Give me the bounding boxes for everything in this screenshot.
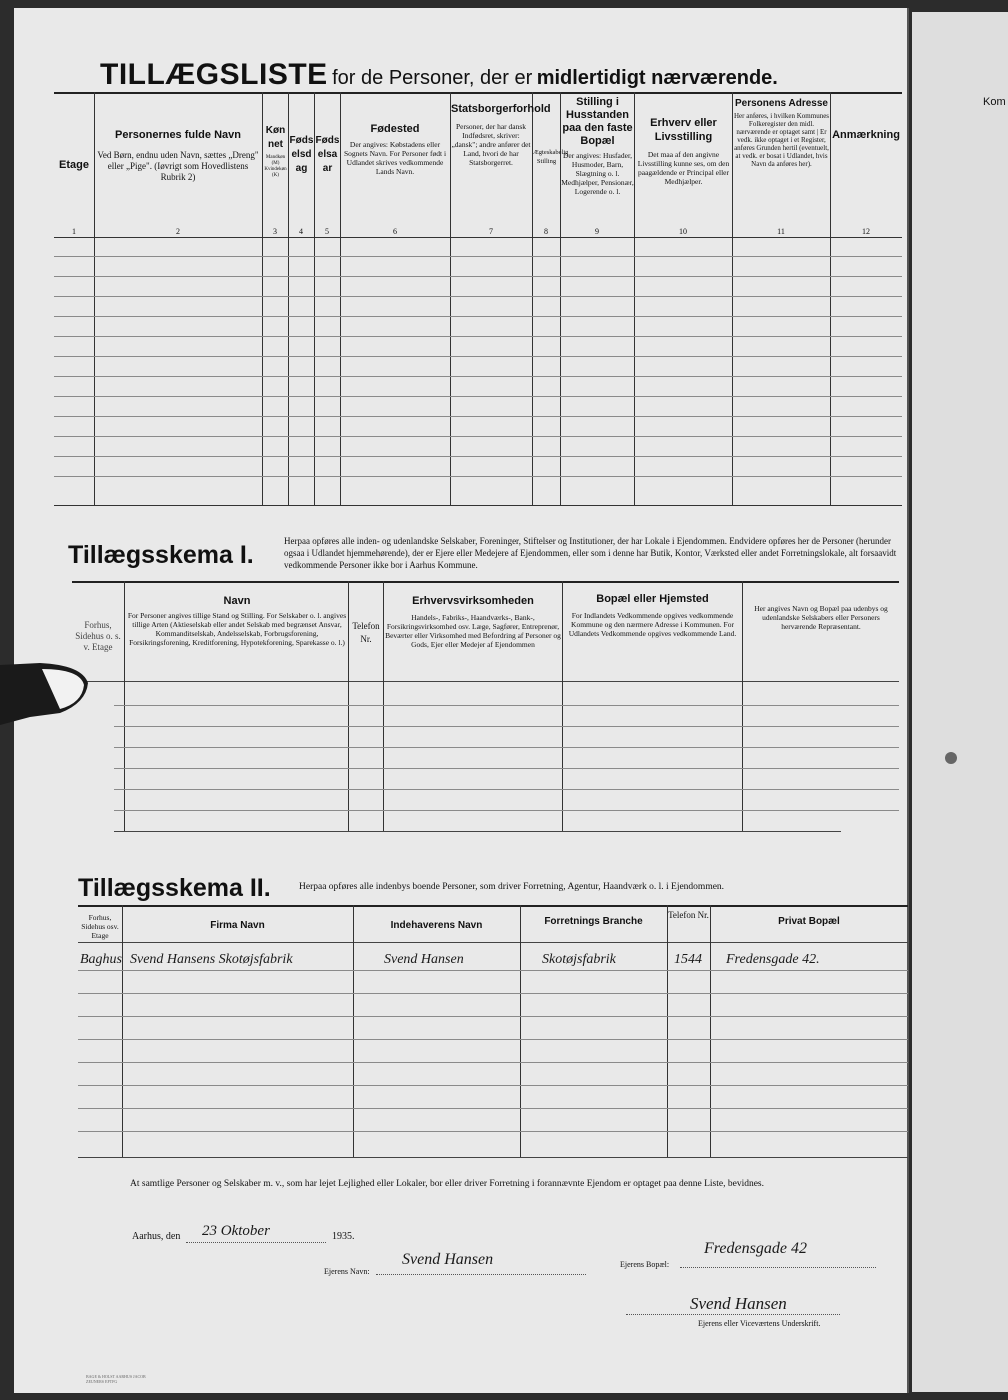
col-sex: Kønnet Mandkøn (M) Kvindekøn (K) <box>264 125 287 178</box>
skema2-row-phone: 1544 <box>674 952 702 967</box>
skema2-description: Herpaa opføres alle indenbys boende Personer, som driver Forretning, Agentur, Haandværk o. l. i Ejendommen. <box>299 882 725 892</box>
owner-name-handwritten: Svend Hansen <box>402 1251 494 1268</box>
col-remark: Anmærkning <box>832 129 900 141</box>
skema2-col-firm: Firma Navn <box>210 920 265 931</box>
skema1-col-business: Erhvervsvirksomheden Handels-, Fabriks-, Haandværks-, Bank-, Forsikringsvirksomhed osv. Læge, Sagfører, Entreprenør, Beværter eller Virksomhed med Befordring af Personer og Gods, Ejer eller Medejer af Ejendommen <box>385 595 561 649</box>
col-birthyear: Fødselsaar <box>315 135 340 174</box>
skema1-col-residence: Bopæl eller Hjemsted For Indlandets Vedkommende opgives vedkommende Kommune og den nærmere Adresse i Kommunen. For Udlandets Vedkommende opgives vedkommende Land. <box>568 593 737 638</box>
col-birthday: Fødselsdag <box>289 135 314 174</box>
signature-handwritten: Svend Hansen <box>690 1294 787 1313</box>
page-title: TILLÆGSLISTE for de Personer, der er midlertidigt nærværende. <box>100 58 778 91</box>
skema2-row-etage: Baghus <box>80 952 122 967</box>
skema2-title: Tillægsskema II. <box>78 874 271 902</box>
skema2-col-home: Privat Bopæl <box>778 916 840 927</box>
owner-address-label: Ejerens Bopæl: <box>620 1260 670 1269</box>
date-handwritten: 23 Oktober <box>202 1223 270 1239</box>
skema2-row-owner: Svend Hansen <box>384 952 464 967</box>
skema1-col-etage: Forhus, Sidehus o. s. v. Etage <box>75 620 121 652</box>
skema1-col-representative: Her angives Navn og Bopæl paa udenbys og udenlandske Selskabers eller Personers herværende Repræsentant. <box>754 604 888 631</box>
skema1-col-name: Navn For Personer angives tillige Stand og Stilling. For Selskaber o. l. angives tillige Arten (Aktieselskab eller andet Selskab med begrænset Ansvar, Kommanditselskab, Andelsselskab, Forbrugsforening, Forsikringsforening, Kreditforening, Hypotekforening, Sparekasse o. l.) <box>127 595 347 647</box>
skema2-col-etage: Forhus, Sidehus osv. Etage <box>81 913 119 940</box>
skema1-title: Tillægsskema I. <box>68 541 254 569</box>
col-etage: Etage <box>59 159 89 171</box>
right-page <box>912 12 1008 1392</box>
printer-imprint: BAGE & HOLST AARHUS JACOB ZEUNERS EFTFG <box>86 1374 146 1384</box>
signature-label: Ejerens eller Viceværtens Underskrift. <box>698 1319 821 1328</box>
owner-name-label: Ejerens Navn: <box>324 1267 370 1276</box>
date-place-label: Aarhus, den <box>132 1231 181 1242</box>
skema2-col-owner: Indehaverens Navn <box>390 920 483 931</box>
skema1-col-phone: Telefon Nr. <box>352 621 380 644</box>
col-household: Stilling i Husstanden paa den faste Bopæl Der angives: Husfader, Husmoder, Barn, Slægtning o. l. Medhjælper, Pensionær, Logerende o. l. <box>561 96 634 196</box>
col-occupation: Erhverv eller Livsstilling Det maa af den angivne Livsstilling kunne ses, om den paagældende er Principal eller Medhjælper. <box>637 117 730 186</box>
certification-text: At samtlige Personer og Selskaber m. v., som har lejet Lejlighed eller Lokaler, bor eller driver Forretning i forannævnte Ejendom er optaget paa denne Liste, bevidnes. <box>130 1179 764 1189</box>
skema2-row-branch: Skotøjsfabrik <box>542 952 616 967</box>
skema2-row-home: Fredensgade 42. <box>726 952 820 967</box>
skema2-col-branch: Forretnings Branche <box>544 916 643 927</box>
skema1-description: Herpaa opføres alle inden- og udenlandske Selskaber, Foreninger, Stiftelser og Institutioner, der har Lokale i Ejendommen. Endvidere opføres her de Personer (herunder ogsaa i Udlandet hjemmehørende), der er Ejere eller Medejere af Ejendommen, eller som i denne har Butik, Kontor, Værksted eller andet Forretningslokale, alt forsaavidt vedkommende Personer ikke bor i Aarhus Kommune. <box>284 536 897 570</box>
year: 1935. <box>332 1231 355 1242</box>
col-birthplace: Fødested Der angives: Købstadens eller Sognets Navn. For Personer født i Udlandet skrives vedkommende Lands Navn. <box>343 123 447 176</box>
skema2-col-phone: Telefon Nr. <box>668 910 709 920</box>
thumb-shape <box>0 655 95 735</box>
col-marital: Ægteskabelig Stilling <box>533 149 569 165</box>
col-address: Personens Adresse Her anføres, i hvilken Kommunes Folkeregister den midl. nærværende er optaget samt | Er vedk. ikke optaget i et Register, anføres Grunden hertil (eventuelt, at vedk. er bosat i Udlandet, hvis Navn da anføres her). <box>733 98 830 168</box>
col-name: Personernes fulde Navn Ved Børn, endnu uden Navn, sættes „Dreng" eller „Pige". (Iøvrigt som Hovedlistens Rubrik 2) <box>97 129 259 182</box>
col-citizenship: Statsborgerforhold Personer, der har dansk Indfødsret, skriver: „dansk"; andre anfører det Land, hvori de har Statsborgerret. <box>451 103 551 167</box>
ink-spot <box>945 752 957 764</box>
owner-address-handwritten: Fredensgade 42 <box>704 1240 807 1257</box>
form-page: TILLÆGSLISTE for de Personer, der er midlertidigt nærværende. Etage Personernes fulde Navn Ved Børn, endnu uden Navn, sættes „Dreng" eller „Pige". (Iøvrigt som Hovedlistens Rubrik 2) Kønnet Mandkøn (M) Kvindekøn (K) Fødselsdag Fødselsaar Fødested Der angives: Købstadens eller Sognets Navn. For Personer født i Udlandet skrives vedkommende Lands Navn. Statsborgerforhold Personer, der har dansk Indfødsret, skriver: „dansk"; andre anfører det Land, hvori de har Statsborgerret. Ægteskabelig Stilling Stilling i Husstanden paa den faste Bopæl Der angives: Husfader, Husmoder, Barn, Slægtning o. l. Medhjælper, Pensionær, Logerende o. l. Erhverv eller Livsstilling Det maa af den angivne Livsstilling kunne ses, om den paagældende er Principal eller Medhjælper. Personens Adresse Her anføres, i hvilken Kommunes Folkeregister den midl. nærværende er optaget samt | Er vedk. ikke optaget i et Register, anføres Grunden hertil (eventuelt, at vedk. er bosat i Udlandet, hvis Navn da anføres her). Anmærkning 1 2 3 4 5 6 7 8 9 10 11 12 Tillægsskema I. Herpaa opføres alle inden- og udenlandske Selskaber, Foreninger, Stiftelser og Institutioner, der har Lokale i Ejendommen. Endvidere opføres her de Personer (herunder ogsaa i Udlandet hjemmehørende), der er Ejere eller Medejere af Ejendommen, eller som i denne har Butik, Kontor, Værksted eller andet Forretningslokale, alt forsaavidt vedkommende Personer ikke bor i Aarhus Kommune. Forhus, Sidehus o. s. v. Etage Navn For Personer angives tillige Stand og Stilling. For Selskaber o. l. angives tillige Arten (Aktieselskab eller andet Selskab med begrænset Ansvar, Kommanditselskab, Andelsselskab, Forbrugsforening, Forsikringsforening, Kreditforening, Hypotekforening, Sparekasse o. l.) Telefon Nr. Erhvervsvirksomheden Handels-, Fabriks-, Haandværks-, Bank-, Forsikringsvirksomhed osv. Læge, Sagfører, Entreprenør, Beværter eller Virksomhed med Befordring af Personer og Gods, Ejer eller Medejer af Ejendommen Bopæl eller Hjemsted For Indlandets Vedkommende opgives vedkommende Kommune og den nærmere Adresse i Kommunen. For Udlandets Vedkommende opgives vedkommende Land. Her angives Navn og Bopæl paa udenbys og udenlandske Selskabers eller Personers herværende Repræsentant. Tillægsskema II. Herpaa opføres alle indenbys boende Personer, som driver Forretning, Agentur, Haandværk o. l. i Ejendommen. Forhus, Sidehus osv. Etage Firma Navn Indehaverens Navn Forretnings Branche Telefon Nr. Privat Bopæl Baghus Svend Hansens Skotøjsfabrik Svend Hansen Skotøjsfabrik 1544 Fredensgade 42. At samtlige Personer og Selskaber m. v., som har lejet Lejlighed eller Lokaler, bor eller driver Forretning i forannævnte Ejendom er optaget paa denne Liste, bevidnes. Aarhus, den 23 Oktober 1935. Ejerens Navn: Svend Hansen Ejerens Bopæl: Fredensgade 42 Svend Hansen Ejerens eller Viceværtens Underskrift. BAGE & HOLST AARHUS JACOB ZEUNERS EFTFG <box>14 8 909 1393</box>
right-page-fragment: Kom <box>983 96 1006 108</box>
skema2-row-firm: Svend Hansens Skotøjsfabrik <box>130 952 293 967</box>
